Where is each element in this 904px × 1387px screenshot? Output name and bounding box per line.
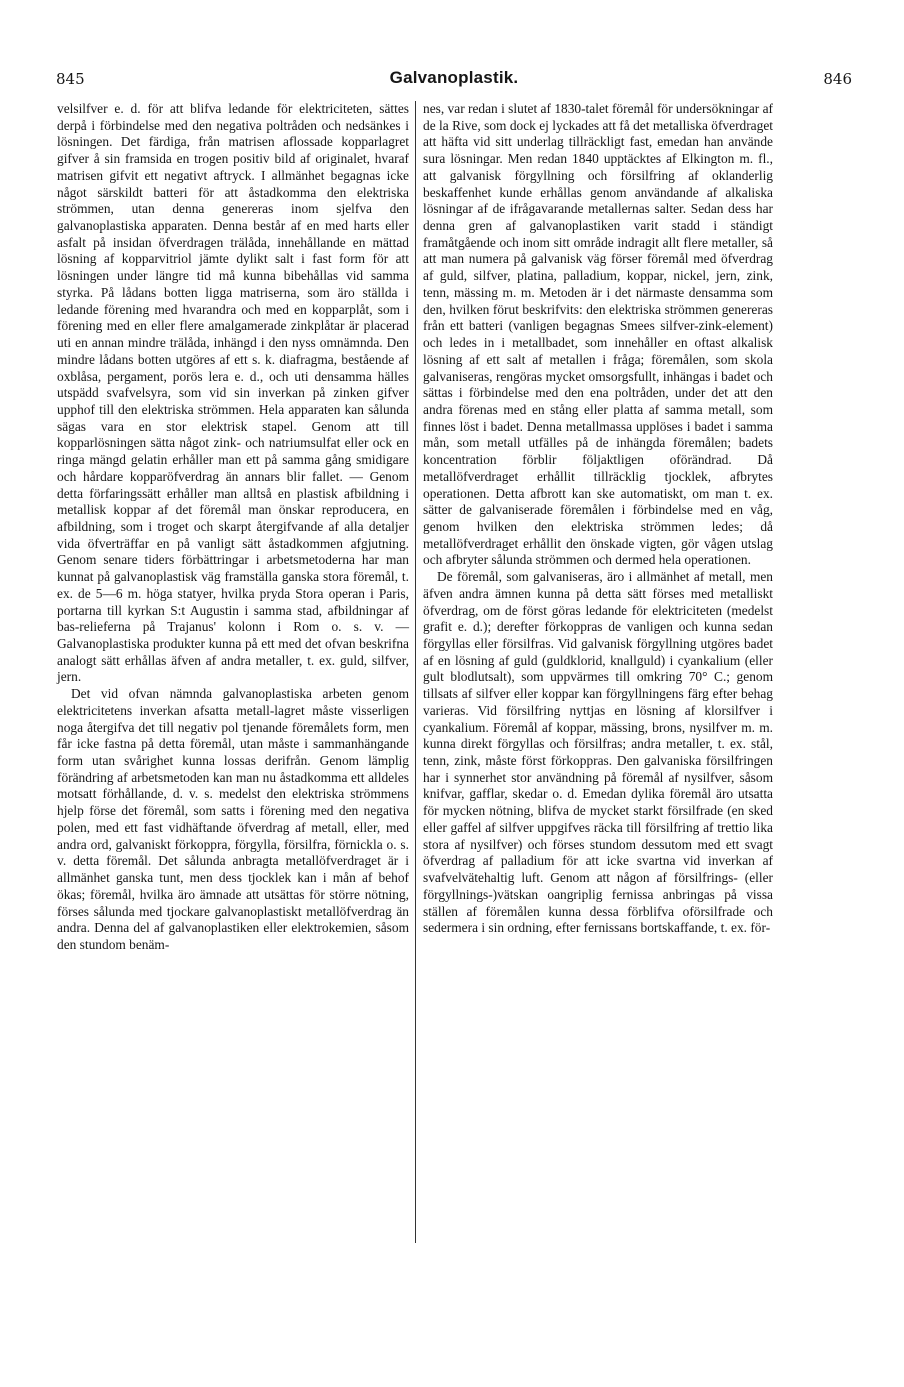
page-title: Galvanoplastik. (389, 68, 519, 87)
right-column (423, 101, 773, 937)
left-paragraph-2: Det vid ofvan nämnda galvanoplastiska arbeten genom elektricitetens inverkan afsatta metall-lagret måste visserligen noga återgifva det till negativ pol tjenande föremålets form, men får icke fastna på detta föremål, utan måste i sammanhängande form utan svårighet kunna lossas derifrån. Genom lämplig förändring af arbetsmetoden kan man nu åstadkomma ett alldeles motsatt förhållande, d. v. s. medelst den elektriska strömmens hjelp förse det föremål, som satts i förening med den negativa polen, med ett fast vidhäftande öfverdrag af metall, eller, med andra ord, galvaniskt förkoppra, förgylla, försilfra, förnickla o. s. v. detta föremål. Det sålunda anbragta metallöfverdraget är i allmänhet ganska tunt, men dess tjocklek kan i mån af behof ökas; föremål, hvilka äro ämnade att utsättas för större nötning, förses sålunda med tjockare galvanoplastiskt metallöfverdrag än andra. Denna del af galvanoplastiken eller elektrokemien, såsom den stundom benäm- (57, 686, 409, 952)
page-number-left: 845 (56, 70, 85, 88)
right-paragraph-2: De föremål, som galvaniseras, äro i allmänhet af metall, men äfven andra ämnen kunna på detta sätt förses med metalliskt öfverdrag, om de först göras ledande för elektriciteten (medelst grafit e. d.); derefter förkoppras de vanligen och kunna sedan förgyllas eller försilfras. Vid galvanisk förgyllning utgöres badet af en lösning af guld (guldklorid, knallguld) i cyankalium (eller gult blodlutsalt), som uppvärmes till omkring 70° C.; genom tillsats af silfver eller koppar kan förgyllningens färg efter behag varieras. Vid försilfring nyttjas en lösning af klorsilfver i cyankalium. Föremål af koppar, mässing, brons, nysilfver m. m. kunna direkt förgyllas och försilfras; andra metaller, t. ex. stål, tenn, zink, måste först förkoppras. Den galvaniska försilfringen har i synnerhet stor användning på föremål af nysilfver, såsom knifvar, gafflar, skedar o. d. Emedan dylika föremål äro utsatta för mycken nötning, blifva de mycket starkt försilfrade (en sked eller gaffel af silfver uppgifves räcka till försilfring af trettio lika stora af nysilfver) och förses stundom dessutom med ett svagt öfverdrag af palladium för att icke svartna vid inverkan af svafvelvätehaltig luft. Genom att någon af försilfrings- (eller förgyllnings-)vätskan oangriplig fernissa anbringas på vissa ställen af föremålen kunna dessa förblifva oförsilfrade och sedermera i sin ordning, efter fernissans bortskaffande, t. ex. för- (423, 569, 773, 936)
column-divider (415, 101, 416, 1243)
right-paragraph-1: nes, var redan i slutet af 1830-talet föremål för undersökningar af de la Rive, som dock ej lyckades att få det metalliska öfverdraget att häfta vid sitt underlag tillräckligt fast, emedan han använde sura lösningar. Men redan 1840 upptäcktes af Elkington m. fl., att galvanisk förgyllning och försilfring af oklanderlig beskaffenhet kunde erhållas genom användande af alkaliska lösningar af de ifrågavarande metallernas salter. Sedan dess har denna gren af galvanoplastiken varit stadd i ständigt framåtgående och inom sitt område indragit allt flere metaller, så att man numera på galvanisk väg förser föremål med öfverdrag af guld, silfver, platina, palladium, koppar, nickel, jern, zink, tenn, mässing m. m. Metoden är i det närmaste densamma som den, hvilken förut beskrifvits: den elektriska strömmen genereras från ett batteri (vanligen begagnas Smees silfver-zink-element) och ledes in i metallbadet, som innehåller en oftast alkalisk lösning af ett salt af metallen i fråga; föremålen, som skola galvaniseras, rengöras mycket omsorgsfullt, inhängas i badet och sättas i förbindelse med den ena poltråden, under det att den andra förenas med en stång eller platta af samma metall, som finnes löst i badet. Denna metallmassa upplöses i badet i samma mån, som metall utfälles på de inhängda föremålen; badets koncentration förblir följaktligen oförändrad. Då metallöfverdraget erhållit tillräcklig tjocklek, afbrytes operationen. Detta afbrott kan ske automatiskt, om man t. ex. sätter de galvaniserade föremålen i förbindelse med en våg, genom hvilken den elektriska strömmen ledes; då metallöfverdraget erhållit den önskade vigten, gör vågen utslag och afbryter sålunda strömmen och dermed hela operationen. (423, 101, 773, 568)
page-number-right: 846 (823, 70, 852, 88)
page-header (56, 70, 852, 94)
left-paragraph-1: velsilfver e. d. för att blifva ledande för elektriciteten, sättes derpå i förbindelse med den negativa poltråden och nedsänkes i lösningen. Det färdiga, från matrisen aflossade kopparlagret gifver å sin framsida en trogen positiv bild af originalet, hvaraf matrisen gifvit ett negativt aftryck. I allmänhet begagnas icke något särskildt batteri för att åstadkomma den elektriska strömmen, utan denna genereras inom sjelfva den galvanoplastiska apparaten. Denna består af en med harts eller asfalt på insidan öfverdragen trälåda, innehållande en mättad lösning af kopparvitriol jämte dylikt salt i fast form för att lösningen under längre tid må kunna bibehållas vid samma styrka. På lådans botten ligga matriserna, som äro ställda i ledande förening med hvarandra och med en kopparplåt, som i förening med en eller flere amalgamerade zinkplåtar är placerad uti en annan mindre trälåda, inhängd i den nyss omnämnda. Den mindre lådans botten utgöres af ett s. k. diafragma, bestående af oxblåsa, pergament, porös lera e. d., och uti densamma hälles utspädd svafvelsyra, som vid sin inverkan på zinken gifver upphof till den elektriska strömmen. Hela apparaten kan sålunda sägas vara en stor elektrisk stapel. Genom att till kopparlösningen sätta något zink- och natriumsulfat eller ock en ringa mängd gelatin erhåller man ett på samma gång smidigare och hårdare kopparöfverdrag än annars blir fallet. — Genom detta förfaringssätt erhåller man alltså en plastisk afbildning i metallisk koppar af det föremål man önskar reproducera, en afbildning, som i troget och skarpt återgifvande af alla detaljer vida öfverträffar en på vanligt sätt åstadkommen afgjutning. Genom senare tiders förbättringar i arbetsmetoderna har man kunnat på galvanoplastisk väg framställa ganska stora föremål, t. ex. de 5—6 m. höga statyer, hvilka pryda Stora operan i Paris, portarna till kyrkan S:t Augustin i samma stad, afbildningar af bas-relieferna på Trajanus' kolonn i Rom o. s. v. — Galvanoplastiska produkter kunna på ett med det ofvan beskrifna analogt sätt erhållas äfven af andra metaller, t. ex. guld, silfver, jern. (57, 101, 409, 685)
left-column (57, 101, 409, 954)
